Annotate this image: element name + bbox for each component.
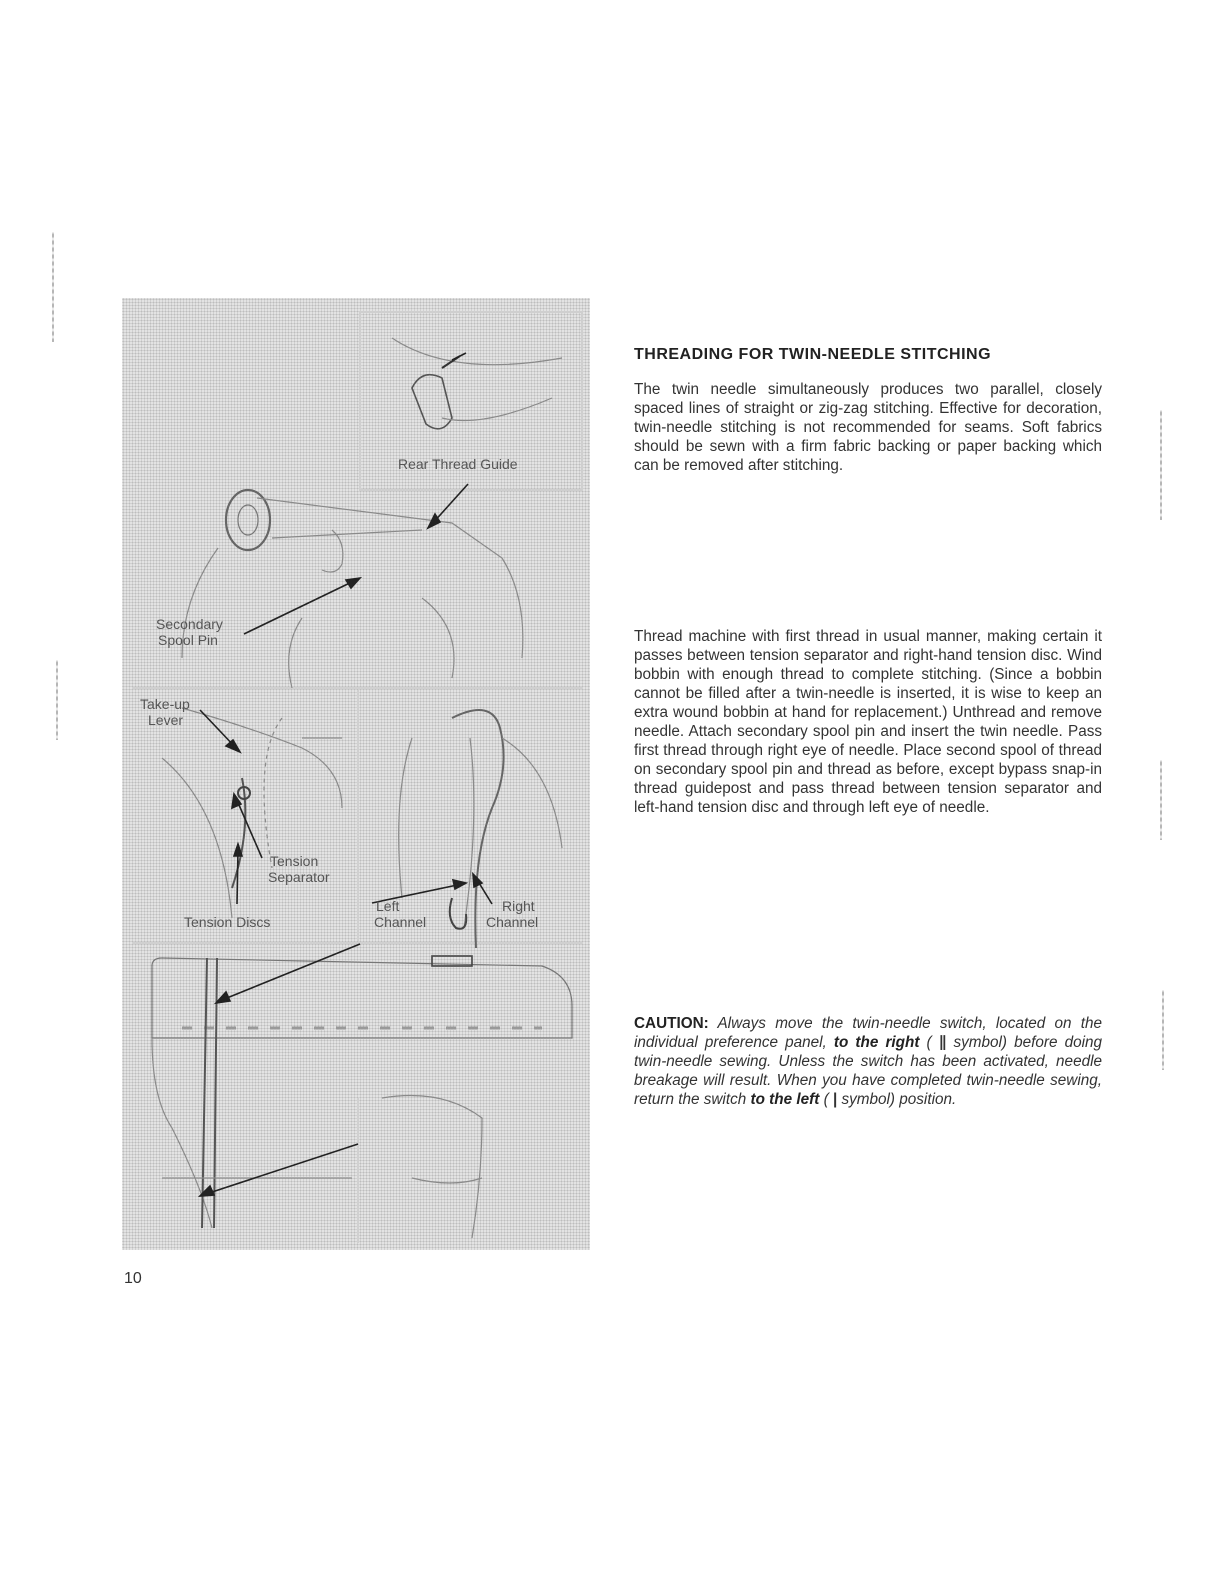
- label-secondary-spool-pin-line2: Spool Pin: [158, 632, 218, 648]
- caution-text-4: (: [823, 1091, 829, 1108]
- scan-artifact-left-mid: [56, 660, 58, 740]
- intro-paragraph: The twin needle simultaneously produces two parallel, closely spaced lines of straight or zig-zag stitching. Effective for decoration, twin-needle stitching is not recommended for seams. Soft fabrics should be sewn with a firm fabric backing or paper backing which can be removed after stitching.: [634, 381, 1102, 474]
- label-left-channel-line2: Channel: [374, 914, 427, 930]
- scan-artifact-right-bottom: [1162, 990, 1164, 1070]
- label-secondary-spool-pin-line1: Secondary: [156, 616, 223, 632]
- label-right-channel-line2: Channel: [486, 914, 539, 930]
- caution-emphasis-right: to the right: [833, 1034, 920, 1051]
- scan-artifact-right-top: [1160, 410, 1162, 520]
- caution-label: CAUTION:: [634, 1015, 709, 1032]
- label-take-up-lever-line1: Take-up: [140, 696, 190, 712]
- twin-needle-symbol-icon: ∥: [938, 1034, 947, 1051]
- label-left-channel-line1: Left: [376, 898, 400, 914]
- caution-text-5: symbol) position.: [841, 1091, 957, 1108]
- label-rear-thread-guide: Rear Thread Guide: [398, 456, 518, 472]
- caution-emphasis-left: to the left: [750, 1091, 820, 1108]
- label-take-up-lever-line2: Lever: [148, 712, 184, 728]
- label-tension-discs: Tension Discs: [184, 914, 271, 930]
- label-tension-separator-line2: Separator: [268, 869, 330, 885]
- section-heading: THREADING FOR TWIN-NEEDLE STITCHING: [634, 346, 992, 363]
- machine-drawing: [122, 298, 590, 1250]
- machine-top-drawing: [182, 338, 562, 688]
- label-right-channel-line1: Right: [502, 898, 535, 914]
- threading-illustration: [122, 298, 590, 1250]
- caution-text-1: Always move the twin-needle switch, located on the individual preference panel,: [634, 1015, 1102, 1051]
- label-tension-separator-line1: Tension: [270, 853, 319, 869]
- leader-arrows: [200, 353, 492, 1196]
- scan-artifact-left-top: [52, 232, 54, 342]
- caution-text-2: (: [926, 1034, 932, 1051]
- single-needle-symbol-icon: |: [832, 1091, 838, 1108]
- scan-artifact-right-mid: [1160, 760, 1162, 840]
- caution-paragraph: [634, 1014, 1102, 1109]
- threading-instructions-paragraph: Thread machine with first thread in usual manner, making certain it passes between tension separator and right-hand tension disc. Wind bobbin with enough thread to complete stitching. (Since a bobbin cannot be filled after a twin-needle is inserted, it is wise to keep an extra wound bobbin at hand for replacement.) Unthread and remove needle. Attach secondary spool pin and insert the twin needle. Pass first thread through right eye of needle. Place second spool of thread on secondary spool pin and thread as before, except bypass snap-in thread guidepost and pass thread between tension separator and left-hand tension disc and through left eye of needle.: [634, 628, 1102, 816]
- page-number: 10: [124, 1270, 142, 1287]
- caution-text-3: symbol) before doing twin-needle sewing. Unless the switch has been activated, needle breakage will result. When you have completed twin-needle sewing, return the switch: [634, 1034, 1103, 1108]
